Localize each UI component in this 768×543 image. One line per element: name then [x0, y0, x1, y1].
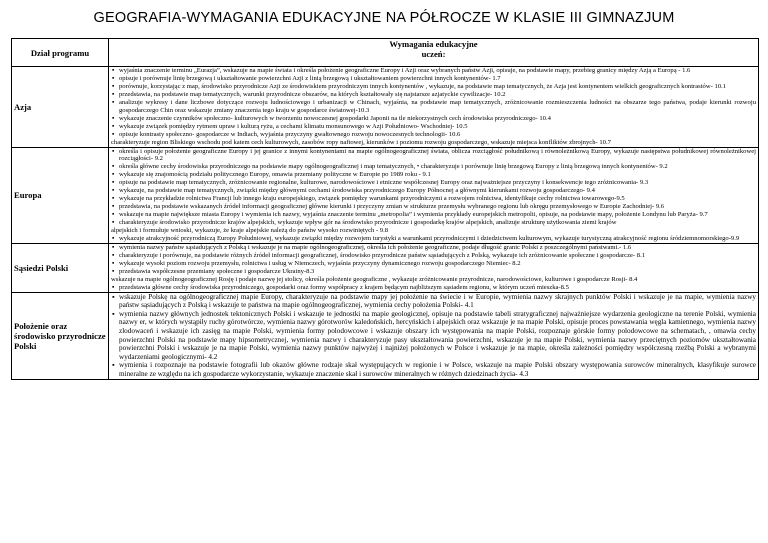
requirements-list	[111, 67, 756, 147]
table-row	[12, 292, 759, 379]
table-row	[12, 243, 759, 292]
list-item: ▪ wykazuje związek pomiędzy rytmem upraw i kulturą ryżu, a cechami klimatu monsunowego w Azji Południowo- Wschodniej- 10.5	[111, 123, 756, 131]
list-item: ▪ wskazuje Polskę na ogólnogeograficznej mapie Europy, charakteryzuje na podstawie mapy jej położenie na świecie i w Europie, wymienia nazwy skrajnych punktów Polski i wskazuje je na mapie, wymienia nazwy państw sąsiadujących z Polską i wskazuje te państwa na mapie ogólnogeograficznej, wymienia cechy położenia Polski- 4.1	[111, 293, 756, 310]
list-item: ▪ wykazuje się znajomością podziału politycznego Europy, omawia przemiany polityczne w Europie po 1989 roku - 9.1	[111, 171, 756, 179]
section-requirements	[109, 147, 759, 243]
list-item: ▪ wykazuje na przykładzie rolnictwa Francji lub innego kraju europejskiego, związek pomiędzy warunkami przyrodniczymi a rozwojem rolnictwa, identyfikuje cechy rolnictwa towarowego-9.5	[111, 195, 756, 203]
page-title: GEOGRAFIA-WYMAGANIA EDUKACYJNE NA PÓŁROCZE W KLASIE III GIMNAZJUM	[93, 10, 675, 26]
section-requirements	[109, 243, 759, 292]
requirements-list	[111, 293, 756, 379]
section-name: Sąsiedzi Polski	[12, 243, 109, 292]
list-item: ▪ porównuje, korzystając z map, środowisko przyrodnicze Azji ze środowiskiem przyrodniczym innych kontynentów , wykazuje, na podstawie map tematycznych, że Azja jest kontynentem wielkich geograficznych kontrastów- 10.1	[111, 83, 756, 91]
list-item: charakteryzuje region Bliskiego wschodu pod katem cech kulturowych, zasobów ropy naftowej, kierunków i poziomu rozwoju gospodarczego, wskazuje miejsca konfliktów zbrojnych- 10.7	[111, 138, 611, 146]
table-row	[12, 67, 759, 148]
list-item: ▪ analizuje wykresy i dane liczbowe dotyczące rozwoju ludnościowego i urbanizacji w Chinach, wyjaśnia, na podstawie map tematycznych, zróżnicowanie rozmieszczenia ludności na obszarze tego państwa, podaje kierunki rozwoju gospodarczego Chin oraz wskazuje zmiany znaczenia tego kraju w gospodarce światowej-10.3	[111, 99, 756, 115]
list-item: ▪ charakteryzuje środowisko przyrodnicze krajów alpejskich, wykazuje wpływ gór na środowisko przyrodnicze i gospodarkę krajów alpejskich, analizuje strukturę użytkowania ziemi krajów	[111, 219, 756, 227]
list-item: ▪ wykazuje wysoki poziom rozwoju przemysłu, rolnictwa i usług w Niemczech, wyjaśnia przyczyny dynamicznego rozwoju gospodarczego Niemiec- 8.2	[111, 260, 756, 268]
list-item: wskazuje na mapie ogólnogeograficznej Rosję i podaje nazwę jej stolicy, określa położenie geograficzne , wykazuje zróżnicowanie przyrodnicze, narodowościowe, kulturowe i gospodarcze Rosji- 8.4	[111, 275, 638, 283]
list-item: ▪ charakteryzuje i porównuje, na podstawie różnych źródeł informacji geograficznej, środowisko przyrodnicze państw sąsiadujących z Polską, wykazuje ich zróżnicowanie społeczne i gospodarcze- 8.1	[111, 252, 756, 260]
list-item: ▪ wymienia i rozpoznaje na podstawie fotografii lub okazów główne rodzaje skał występujących w regionie i w Polsce, wskazuje na mapie Polski obszary występowania surowców mineralnych, klasyfikuje surowce mineralne ze względu na ich gospodarcze wykorzystanie, wykazuje znaczenie skał i surowców mineralnych w różnych dziedzinach życia- 4.3	[111, 361, 756, 378]
list-item: ▪ przedstawia współczesne przemiany społeczne i gospodarcze Ukrainy-8.3	[111, 268, 756, 276]
requirements-list	[111, 244, 756, 292]
table-header-row	[12, 39, 759, 67]
list-item: ▪ wykazuje, na podstawie map tematycznych, związki między głównymi cechami środowiska przyrodniczego Europy Północnej a głównymi kierunkami rozwoju gospodarczego- 9.4	[111, 187, 756, 195]
list-item: ▪ wykazuje znaczenie czynników społeczno- kulturowych w tworzeniu nowoczesnej gospodarki Japonii na tle niekorzystnych cech środowiska przyrodniczego- 10.4	[111, 115, 756, 123]
list-item: ▪ wskazuje na mapie największe miasta Europy i wymienia ich nazwy, wyjaśnia znaczenie terminu „metropolia” i wymienia przykłady europejskich metropolii, opisuje, na podstawie mapy, położenie Londynu lub Paryża- 9.7	[111, 211, 756, 219]
column-header-requirements-line1: Wymagania edukacyjne	[389, 39, 478, 49]
list-item: ▪ przedstawia główne cechy środowiska przyrodniczego, gospodarki oraz formy współpracy z krajem będącym najbliższym sąsiadem regionu, w którym uczeń mieszka-8.5	[111, 284, 756, 292]
list-item: ▪ opisuje kontrasty społeczno- gospodarcze w Indiach, wyjaśnia przyczyny gwałtownego rozwoju nowoczesnych technologii- 10.6	[111, 131, 756, 139]
list-item: ▪ określa główne cechy środowiska przyrodniczego na podstawie mapy ogólnogeograficznej i map tematycznych, • charakteryzuje i porównuje linię brzegową Europy z linią brzegową innych kontynentów- 9.2	[111, 163, 756, 171]
list-item: ▪ przedstawia, na podstawie map tematycznych, warunki przyrodnicze obszarów, na których kształtowały się najstarsze azjatyckie cywilizacje- 10.2	[111, 91, 756, 99]
list-item: ▪ opisuje i porównuje linię brzegową i ukształtowanie powierzchni Azji z linią brzegową i ukształtowaniem powierzchni innych kontynentów- 1.7	[111, 75, 756, 83]
column-header-requirements	[109, 39, 759, 67]
requirements-table	[11, 38, 759, 380]
list-item: ▪ wymienia nazwy głównych jednostek tektonicznych Polski i wskazuje te jednostki na mapie geologicznej, opisuje na podstawie tabeli stratygraficznej najważniejsze wydarzenia geologiczne na terenie Polski, wymienia nazwy er, w których wystąpiły ruchy górotwórcze, wymienia nazwy górotworów kaledońskich, hercyńskich i alpejskich oraz wskazuje je na mapie Polski, opisuje proces powstawania węgla kamiennego, wymienia nazwy zlodowaceń i wskazuje ich zasięg na mapie Polski, wymienia formy polodowcowe i wskazuje obszary ich występowania na mapie Polski, rozpoznaje górskie formy polodowcowe na schematach, , omawia cechy powierzchni Polski na podstawie mapy hipsometrycznej, wymienia nazwy i charakteryzuje pasy ukształtowania powierzchni, wskazuje je na mapie Polski, wymienia nazwy przeciętnych poziomów ukształtowania powierzchni Polski i wskazuje je na mapie Polski, wymienia nazwy punktów najwyżej i najniżej położonych w Polsce i wskazuje je na mapie, określa zależności pomiędzy współczesną rzeźbą Polski a wybranymi wydarzeniami geologicznymi- 4.2	[111, 310, 756, 362]
section-name: Azja	[12, 67, 109, 148]
list-item: alpejskich i formułuje wnioski, wykazuje, że kraje alpejskie należą do państw wysoko rozwiniętych - 9.8	[111, 227, 389, 235]
list-item: ▪ opisuje na podstawie map tematycznych, zróżnicowanie regionalne, kulturowe, narodowościowe i etniczne współczesnej Europy oraz najważniejsze przyczyny i konsekwencje tego zróżnicowania- 9.3	[111, 179, 756, 187]
list-item: ▪ przedstawia, na podstawie wskazanych źródeł informacji geograficznej główne kierunki i przyczyny zmian w strukturze przemysłu wybranego regionu lub okręgu przemysłowego w Europie Zachodniej- 9.6	[111, 203, 756, 211]
table-row	[12, 147, 759, 243]
section-name: Europa	[12, 147, 109, 243]
requirements-list	[111, 148, 756, 243]
section-requirements	[109, 292, 759, 379]
section-requirements	[109, 67, 759, 148]
list-item: ▪ określa i opisuje położenie geograficzne Europy i jej granice z innymi kontynentami na mapie ogólnogeograficznej świata, oblicza rozciągłość południkową i równoleżnikową Europy, wykazuje następstwa południkowej równoleżnikowej rozciągłości- 9.2	[111, 148, 756, 164]
column-header-program-section: Dział programu	[12, 39, 109, 67]
list-item: ▪ wykazuje atrakcyjność przyrodniczą Europy Południowej, wykazuje związki między rozwojem turystyki a warunkami przyrodniczymi i dziedzictwem kulturowym, wykazuje turystyczną atrakcyjność regionu śródziemnomorskiego-9.9	[111, 235, 756, 243]
section-name: Położenie oraz środowisko przyrodnicze Polski	[12, 292, 109, 379]
list-item: ▪ wymienia nazwy państw sąsiadujących z Polską i wskazuje je na mapie ogólnogeograficznej, określa ich położenie geograficzne, podaje długość granic Polski z poszczególnymi państwami.- 1.6	[111, 244, 756, 252]
column-header-requirements-line2: uczeń:	[421, 49, 446, 59]
list-item: ▪ wyjaśnia znaczenie terminu „Eurazja”, wskazuje na mapie świata i określa położenie geograficzne Europy i Azji oraz wybranych państw Azji, opisuje, na podstawie mapy, przebieg granicy między Azją a Europą - 1.6	[111, 67, 756, 75]
